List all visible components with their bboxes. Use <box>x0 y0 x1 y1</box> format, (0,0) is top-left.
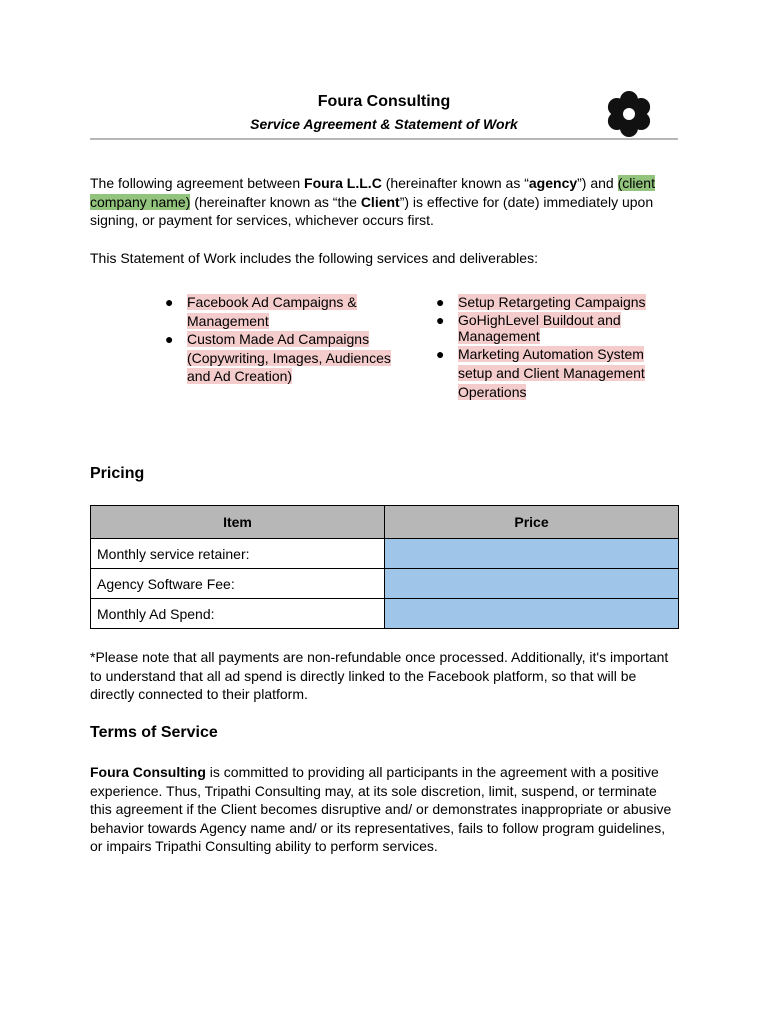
document-title: Foura Consulting <box>317 93 451 110</box>
payment-note: *Please note that all payments are non-refundable once processed. Additionally, it's important to understand that all ad spend is directly linked to the Facebook platform, so that will be directly connected to their platform. <box>90 649 669 702</box>
list-item: ● Facebook Ad Campaigns & Management <box>165 294 357 329</box>
terms-heading: Terms of Service <box>90 724 218 741</box>
intro-text: (hereinafter known as “the <box>190 193 361 210</box>
pricing-heading: Pricing <box>90 465 145 482</box>
intro-text: ”) and <box>577 175 618 191</box>
item-cell: Monthly service retainer: <box>91 539 385 569</box>
service-label: GoHighLevel Buildout and Management <box>458 311 621 344</box>
services-list-left <box>165 293 395 386</box>
service-label: Facebook Ad Campaigns & Management <box>187 294 357 329</box>
column-header-price: Price <box>385 506 679 539</box>
intro-paragraph <box>90 174 680 230</box>
sow-intro: This Statement of Work includes the following services and deliverables: <box>90 250 538 266</box>
agency-term: agency <box>528 175 578 191</box>
list-item: ● Marketing Automation System setup and Client Management Operations <box>436 345 645 400</box>
service-label: Marketing Automation System setup and Client Management Operations <box>458 345 645 400</box>
intro-text: The following agreement between <box>90 175 305 191</box>
table-header-row <box>91 506 679 539</box>
client-term: Client <box>360 193 400 210</box>
table-row <box>91 599 679 629</box>
list-item: ● Custom Made Ad Campaigns (Copywriting, Images, Audiences and Ad Creation) <box>165 331 391 384</box>
agency-name: Foura L.L.C <box>304 175 382 191</box>
price-cell[interactable] <box>385 599 679 629</box>
terms-paragraph <box>90 763 680 856</box>
services-list-right <box>436 293 656 402</box>
list-item: ● GoHighLevel Buildout and Management <box>436 311 621 344</box>
price-cell[interactable] <box>385 569 679 599</box>
document-header <box>90 88 678 140</box>
flower-icon <box>605 90 653 138</box>
table-row <box>91 539 679 569</box>
intro-text: (hereinafter known as “ <box>381 175 529 191</box>
item-cell: Monthly Ad Spend: <box>91 599 385 629</box>
item-cell: Agency Software Fee: <box>91 569 385 599</box>
column-header-item: Item <box>91 506 385 539</box>
terms-text: is committed to providing all participants in the agreement with a positive experience. Thus, Tripathi Consulting may, at its sole discretion, limit, suspend, or terminate this agreement if the Client becomes disruptive and/ or demonstrates inappropriate or abusive behavior towards Agency name and/ or its representatives, fails to follow program guidelines, or impairs Tripathi Consulting ability to perform services. <box>90 764 672 854</box>
document-subtitle: Service Agreement & Statement of Work <box>250 116 518 132</box>
list-item: ● Setup Retargeting Campaigns <box>436 294 646 310</box>
service-label: Setup Retargeting Campaigns <box>458 294 646 310</box>
intro-text: ”) is effective for (date) immediately upon signing, or payment for services, whichever occurs first. <box>90 193 654 228</box>
price-cell[interactable] <box>385 539 679 569</box>
service-label: Custom Made Ad Campaigns (Copywriting, Images, Audiences and Ad Creation) <box>187 331 391 384</box>
pricing-table <box>90 505 679 629</box>
company-name: Foura Consulting <box>90 764 206 780</box>
client-name-placeholder: (client company name) <box>90 175 655 210</box>
table-row <box>91 569 679 599</box>
